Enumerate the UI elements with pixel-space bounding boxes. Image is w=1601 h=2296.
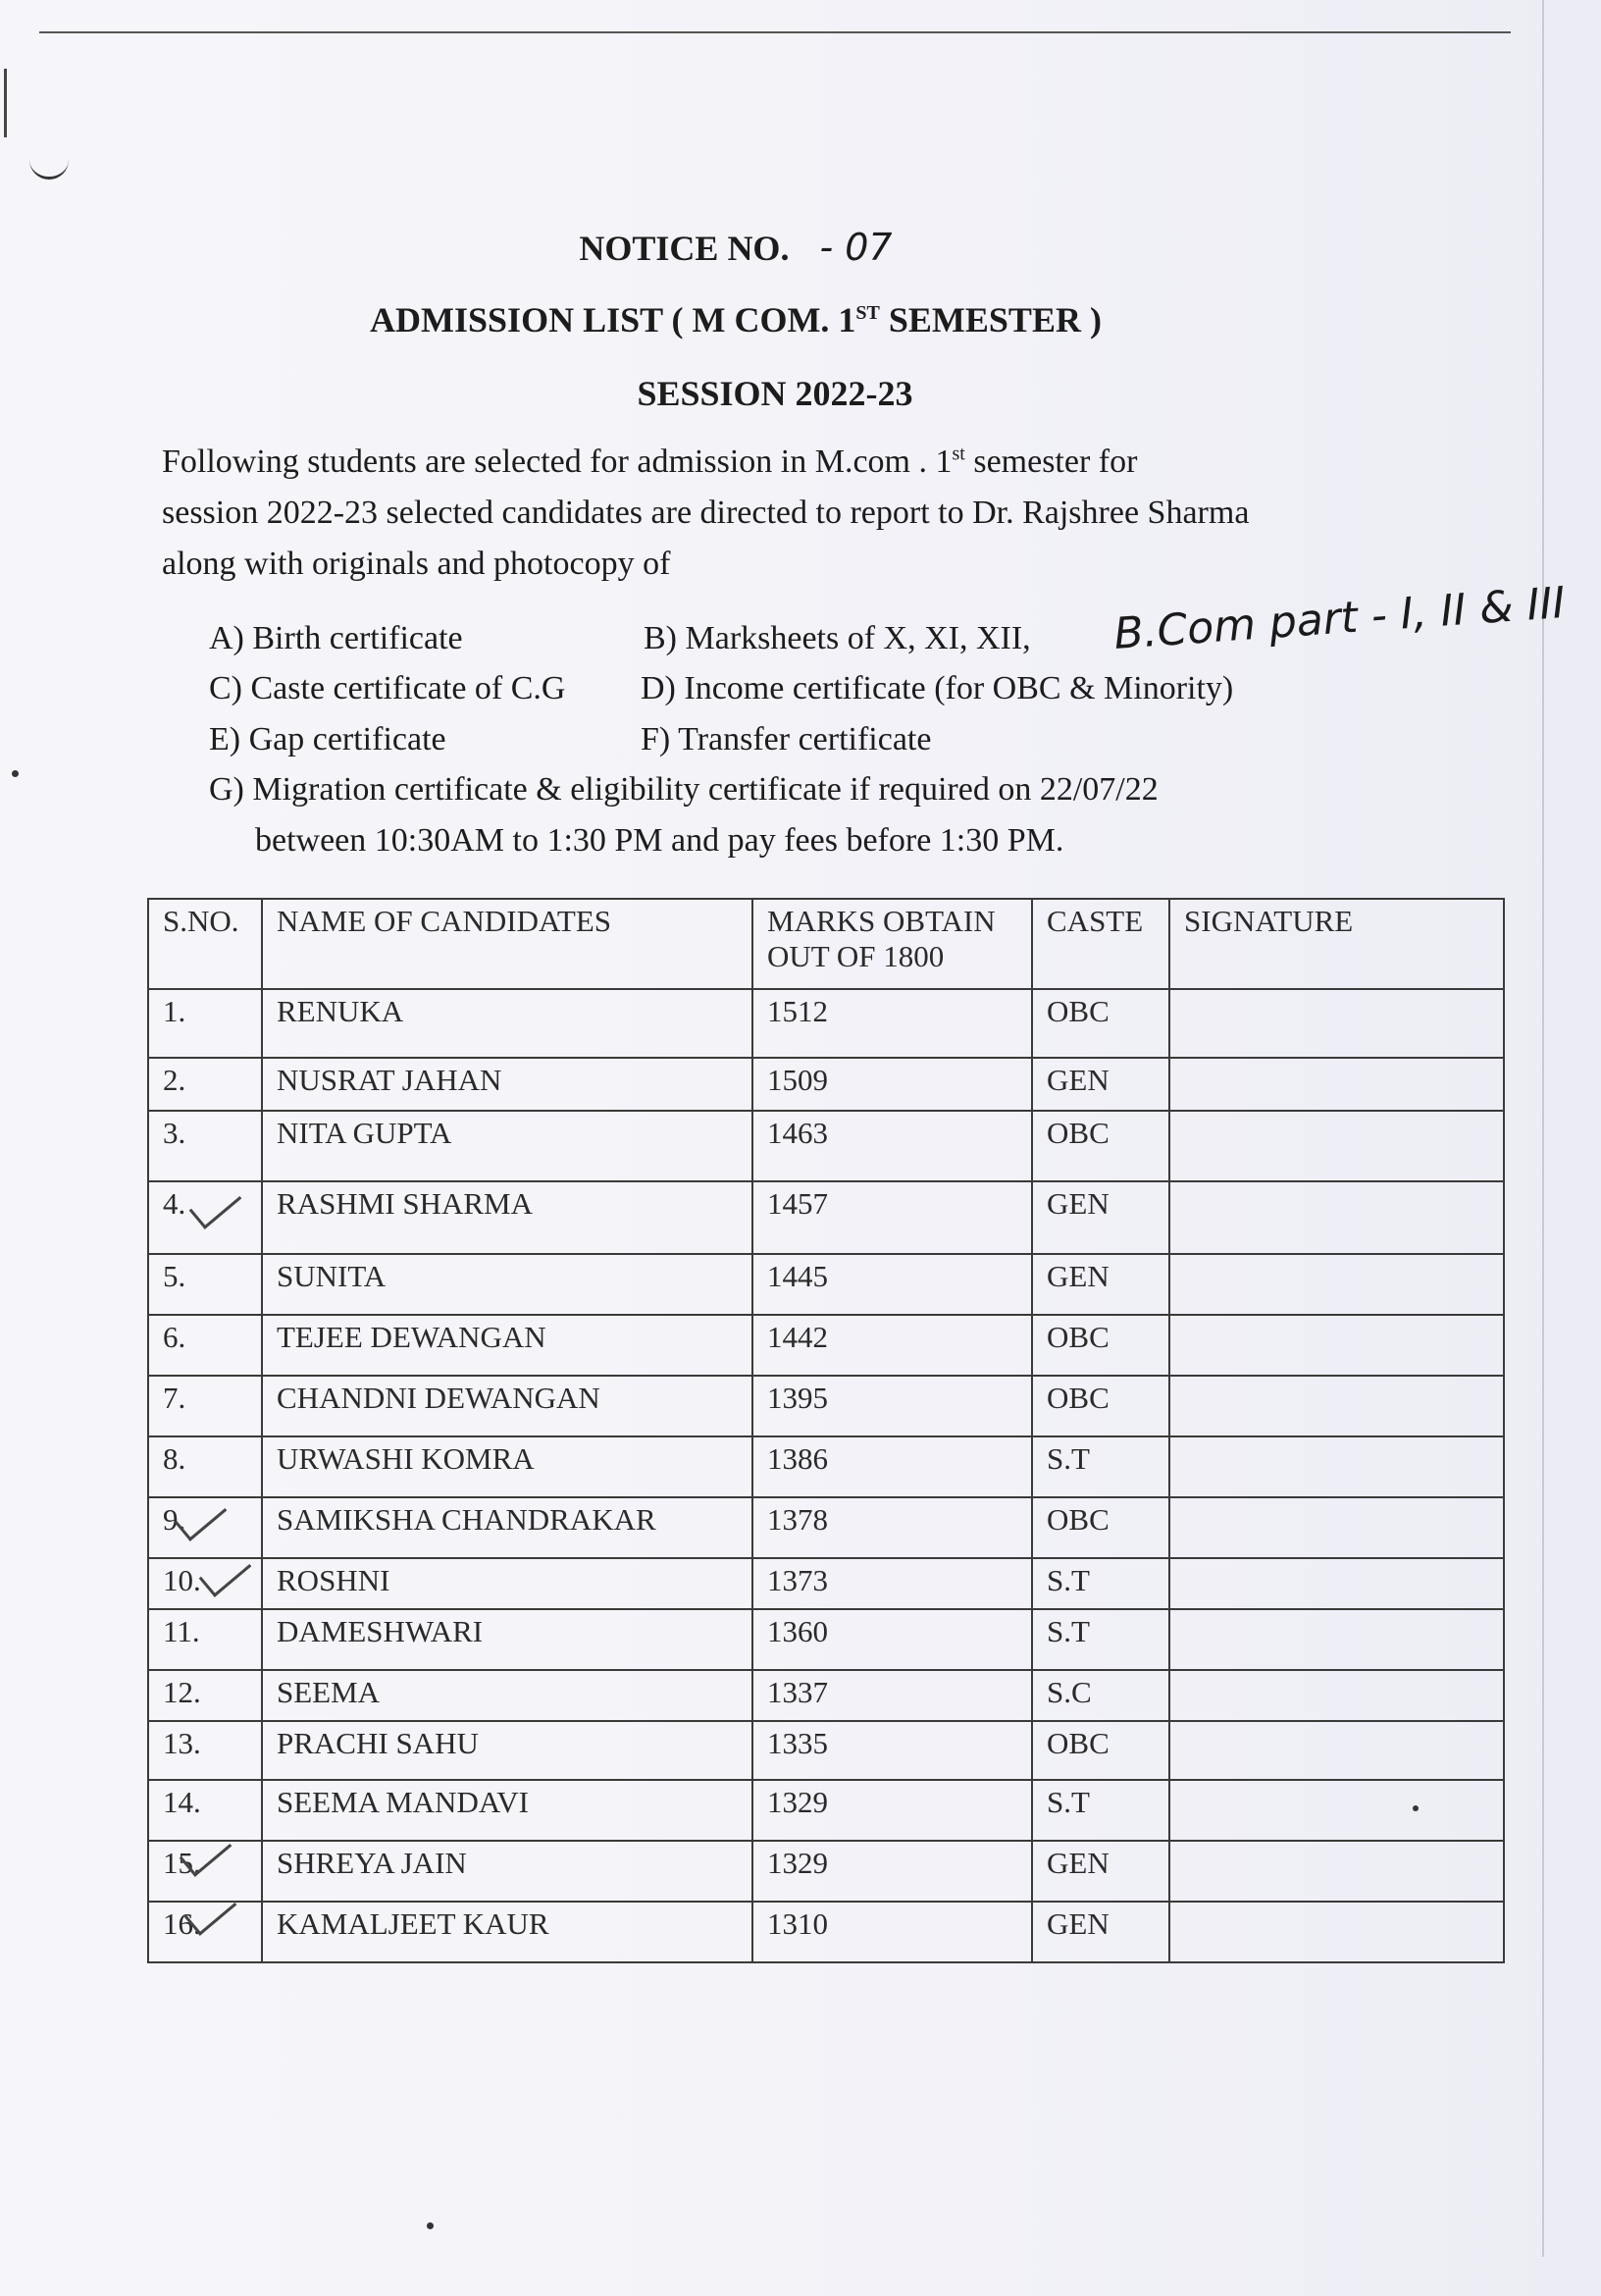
notice-label: NOTICE NO.: [579, 229, 790, 268]
table-row: [148, 1902, 1504, 1962]
cell-marks: 1310: [752, 1902, 1032, 1962]
header-marks: MARKS OBTAIN OUT OF 1800: [752, 899, 1032, 989]
top-rule: [39, 31, 1511, 33]
cell-name: RASHMI SHARMA: [262, 1181, 752, 1254]
cell-caste: S.T: [1032, 1558, 1169, 1609]
cell-marks: 1509: [752, 1058, 1032, 1111]
cell-sno: 13.: [148, 1721, 262, 1780]
cell-name: RENUKA: [262, 989, 752, 1058]
cell-marks: 1337: [752, 1670, 1032, 1721]
cell-name: NUSRAT JAHAN: [262, 1058, 752, 1111]
table-header-row: [148, 899, 1504, 989]
admission-table: [147, 898, 1505, 1963]
cell-marks: 1386: [752, 1436, 1032, 1497]
cell-caste: S.C: [1032, 1670, 1169, 1721]
speck: [12, 770, 19, 777]
intro-line-1: Following students are selected for admission in M.com . 1st semester for: [162, 443, 1138, 480]
cell-caste: OBC: [1032, 1497, 1169, 1558]
req-d: D) Income certificate (for OBC & Minority): [641, 670, 1234, 706]
speck: [427, 2222, 434, 2229]
table-row: [148, 1436, 1504, 1497]
table-row: [148, 1780, 1504, 1841]
req-e: E) Gap certificate: [209, 721, 446, 757]
cell-sno: 16.: [148, 1902, 262, 1962]
table-row: [148, 1181, 1504, 1254]
cell-sno: 5.: [148, 1254, 262, 1315]
cell-signature: [1169, 1111, 1504, 1181]
cell-marks: 1463: [752, 1111, 1032, 1181]
cell-name: SUNITA: [262, 1254, 752, 1315]
cell-signature: [1169, 1376, 1504, 1436]
cell-marks: 1329: [752, 1841, 1032, 1902]
session-title: SESSION 2022-23: [637, 374, 913, 413]
cell-name: SAMIKSHA CHANDRAKAR: [262, 1497, 752, 1558]
scan-mark: [4, 69, 7, 137]
cell-marks: 1335: [752, 1721, 1032, 1780]
cell-marks: 1512: [752, 989, 1032, 1058]
cell-name: NITA GUPTA: [262, 1111, 752, 1181]
cell-name: TEJEE DEWANGAN: [262, 1315, 752, 1376]
cell-name: KAMALJEET KAUR: [262, 1902, 752, 1962]
cell-name: URWASHI KOMRA: [262, 1436, 752, 1497]
notice-number: - 07: [819, 226, 893, 269]
intro-line-2: session 2022-23 selected candidates are directed to report to Dr. Rajshree Sharma: [162, 495, 1250, 531]
cell-signature: [1169, 1436, 1504, 1497]
table-row: [148, 1111, 1504, 1181]
cell-sno: 4.: [148, 1181, 262, 1254]
table-row: [148, 1058, 1504, 1111]
cell-sno: 1.: [148, 989, 262, 1058]
page-edge: [1542, 0, 1544, 2257]
table-row: [148, 1315, 1504, 1376]
cell-sno: 9.: [148, 1497, 262, 1558]
cell-signature: [1169, 1780, 1504, 1841]
cell-name: SEEMA MANDAVI: [262, 1780, 752, 1841]
header-signature: SIGNATURE: [1169, 899, 1504, 989]
cell-signature: [1169, 1315, 1504, 1376]
cell-caste: S.T: [1032, 1609, 1169, 1670]
cell-sno: 6.: [148, 1315, 262, 1376]
cell-signature: [1169, 989, 1504, 1058]
notice-title: [0, 226, 1472, 269]
cell-marks: 1329: [752, 1780, 1032, 1841]
cell-name: ROSHNI: [262, 1558, 752, 1609]
header-sno: S.NO.: [148, 899, 262, 989]
req-g-continued: between 10:30AM to 1:30 PM and pay fees before 1:30 PM.: [255, 822, 1064, 859]
cell-marks: 1360: [752, 1609, 1032, 1670]
cell-sno: 8.: [148, 1436, 262, 1497]
cell-signature: [1169, 1841, 1504, 1902]
cell-caste: GEN: [1032, 1841, 1169, 1902]
cell-caste: S.T: [1032, 1436, 1169, 1497]
cell-sno: 14.: [148, 1780, 262, 1841]
cell-name: SHREYA JAIN: [262, 1841, 752, 1902]
cell-caste: OBC: [1032, 1111, 1169, 1181]
cell-sno: 3.: [148, 1111, 262, 1181]
req-b: B) Marksheets of X, XI, XII,: [644, 620, 1031, 656]
cell-signature: [1169, 1497, 1504, 1558]
cell-signature: [1169, 1558, 1504, 1609]
cell-marks: 1445: [752, 1254, 1032, 1315]
cell-caste: GEN: [1032, 1902, 1169, 1962]
cell-marks: 1395: [752, 1376, 1032, 1436]
cell-sno: 10.: [148, 1558, 262, 1609]
req-a: A) Birth certificate: [209, 620, 463, 656]
corner-mark: [29, 147, 69, 180]
cell-caste: GEN: [1032, 1254, 1169, 1315]
cell-sno: 15.: [148, 1841, 262, 1902]
table-row: [148, 1670, 1504, 1721]
req-f: F) Transfer certificate: [641, 721, 932, 757]
cell-name: CHANDNI DEWANGAN: [262, 1376, 752, 1436]
cell-caste: S.T: [1032, 1780, 1169, 1841]
table-row: [148, 1376, 1504, 1436]
header-name: NAME OF CANDIDATES: [262, 899, 752, 989]
table-body: [148, 989, 1504, 1962]
table-row: [148, 1497, 1504, 1558]
cell-caste: OBC: [1032, 1376, 1169, 1436]
intro-line-3: along with originals and photocopy of: [162, 546, 671, 582]
cell-marks: 1378: [752, 1497, 1032, 1558]
intro-paragraph: [162, 437, 1418, 590]
cell-caste: OBC: [1032, 1721, 1169, 1780]
cell-caste: OBC: [1032, 989, 1169, 1058]
table-row: [148, 989, 1504, 1058]
cell-signature: [1169, 1181, 1504, 1254]
cell-sno: 2.: [148, 1058, 262, 1111]
table-row: [148, 1558, 1504, 1609]
cell-signature: [1169, 1254, 1504, 1315]
cell-caste: GEN: [1032, 1058, 1169, 1111]
admission-list-title: ADMISSION LIST ( M COM. 1ST SEMESTER ): [370, 300, 1102, 339]
req-c: C) Caste certificate of C.G: [209, 670, 566, 706]
cell-caste: GEN: [1032, 1181, 1169, 1254]
cell-marks: 1457: [752, 1181, 1032, 1254]
cell-caste: OBC: [1032, 1315, 1169, 1376]
table-row: [148, 1609, 1504, 1670]
table-row: [148, 1721, 1504, 1780]
table-row: [148, 1254, 1504, 1315]
cell-name: SEEMA: [262, 1670, 752, 1721]
cell-signature: [1169, 1670, 1504, 1721]
cell-name: PRACHI SAHU: [262, 1721, 752, 1780]
cell-sno: 11.: [148, 1609, 262, 1670]
cell-marks: 1442: [752, 1315, 1032, 1376]
handwritten-note: B.Com part - I, II & III: [1111, 577, 1568, 660]
table-row: [148, 1841, 1504, 1902]
cell-sno: 7.: [148, 1376, 262, 1436]
cell-sno: 12.: [148, 1670, 262, 1721]
cell-signature: [1169, 1058, 1504, 1111]
cell-name: DAMESHWARI: [262, 1609, 752, 1670]
cell-marks: 1373: [752, 1558, 1032, 1609]
cell-signature: [1169, 1609, 1504, 1670]
header-caste: CASTE: [1032, 899, 1169, 989]
cell-signature: [1169, 1902, 1504, 1962]
req-g: G) Migration certificate & eligibility certificate if required on 22/07/22: [209, 771, 1159, 808]
cell-signature: [1169, 1721, 1504, 1780]
